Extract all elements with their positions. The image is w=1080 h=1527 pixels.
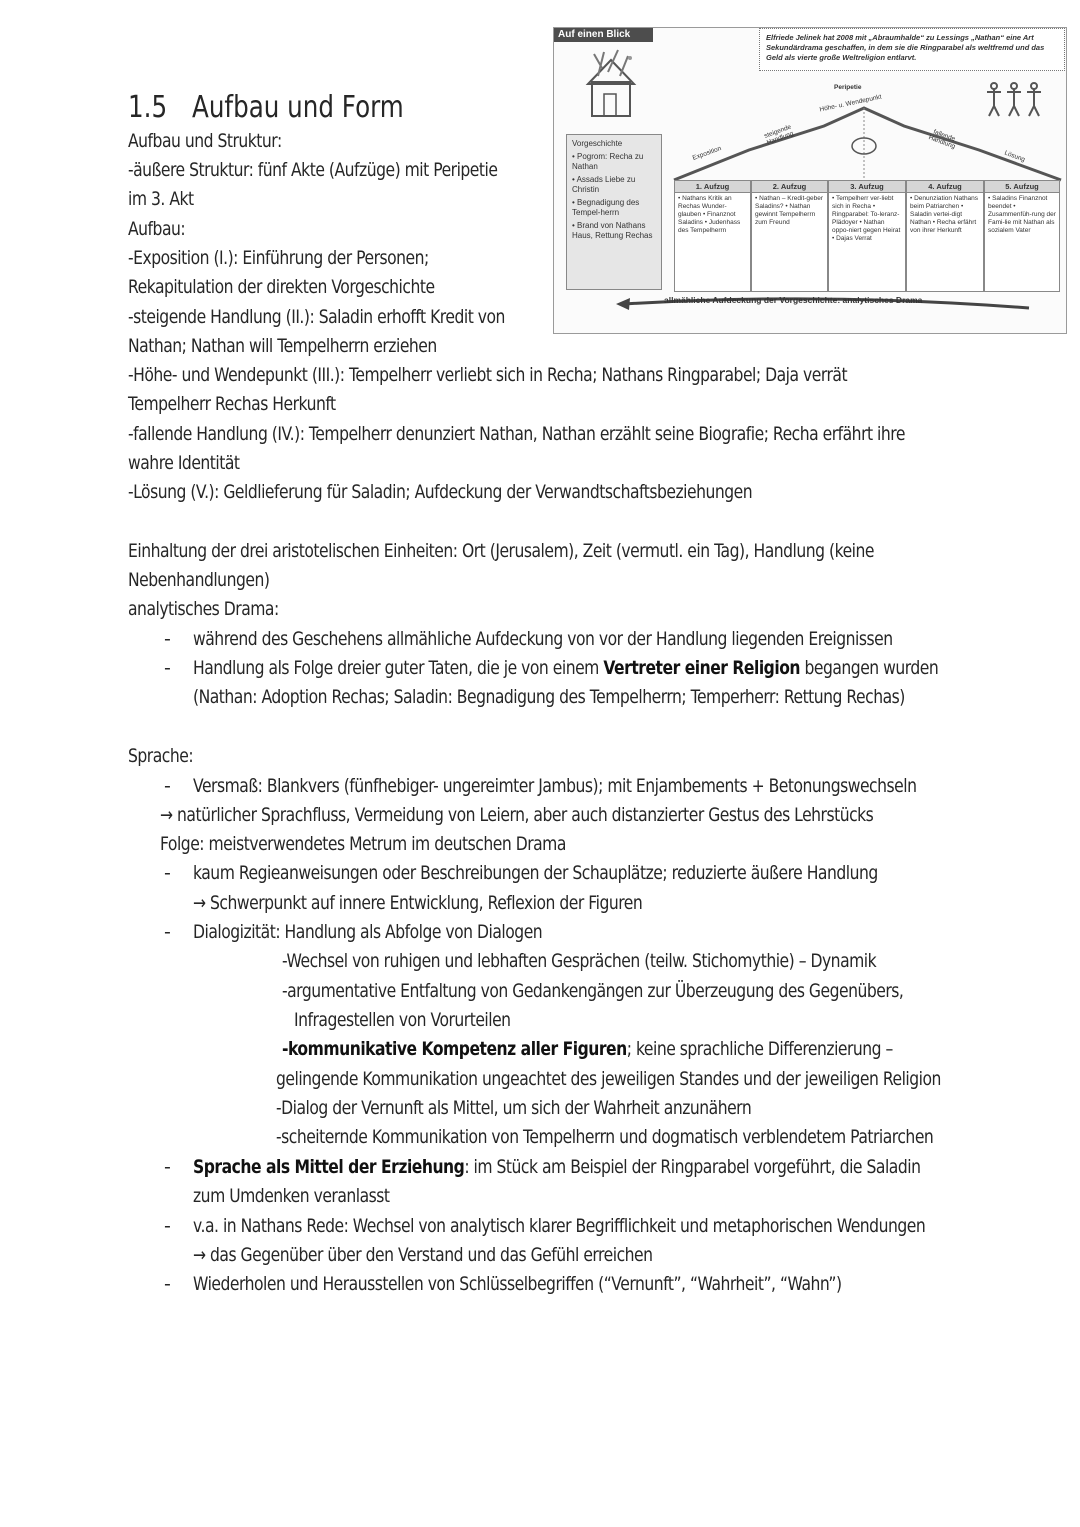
act-text: • Nathan – Kredit-geber Saladins? • Nathan gewinnt Tempelherrn zum Freund bbox=[755, 195, 824, 226]
loesung-line: -Lösung (V.): Geldlieferung für Saladin; Aufdeckung der Verwandtschaftsbeziehungen bbox=[128, 481, 753, 503]
act-title: 1. Aufzug bbox=[675, 181, 750, 193]
erziehung-line2: zum Umdenken veranlasst bbox=[193, 1185, 390, 1207]
hoehe-line1: -Höhe- und Wendepunkt (III.): Tempelherr verliebt sich in Recha; Nathans Ringparabel; Daja verrät bbox=[128, 364, 848, 386]
vers-line1: Versmaß: Blankvers (fünfhebiger- ungereimter Jambus); mit Enjambements + Betonungswechseln bbox=[193, 775, 917, 797]
vorgeschichte-box bbox=[566, 134, 662, 290]
vers-line2: → natürlicher Sprachfluss, Vermeidung von Leiern, aber auch distanzierter Gestus des Lehrstücks bbox=[160, 804, 874, 826]
vorgeschichte-title: Vorgeschichte bbox=[572, 139, 623, 148]
house-illustration bbox=[568, 46, 652, 122]
label-steigende: steigende Handlung bbox=[763, 123, 795, 147]
aeussere-line1: -äußere Struktur: fünf Akte (Aufzüge) mit Peripetie bbox=[128, 159, 498, 181]
analytisch-bullet2-line2: (Nathan: Adoption Rechas; Saladin: Begnadigung des Tempelherrn; Temperherr: Rettung Rechas) bbox=[193, 686, 905, 708]
bullet2-post: begangen wurden bbox=[800, 657, 939, 679]
einheiten-line1: Einhaltung der drei aristotelischen Einheiten: Ort (Jerusalem), Zeit (vermutl. ein Tag), Handlung (keine bbox=[128, 540, 874, 562]
sprache-label: Sprache: bbox=[128, 745, 194, 767]
label-fallende: fallende Handlung bbox=[927, 128, 957, 151]
figure-header: Auf einen Blick bbox=[554, 28, 653, 42]
vorgeschichte-item: • Begnadigung des Tempel-herrn bbox=[572, 198, 640, 217]
nathan-line1: v.a. in Nathans Rede: Wechsel von analytisch klarer Begrifflichkeit und metaphorischen Wendungen bbox=[193, 1215, 926, 1237]
label-hoehe: Höhe- u. Wendepunkt bbox=[818, 93, 883, 114]
dash: - bbox=[164, 628, 171, 650]
aeussere-line2: im 3. Akt bbox=[128, 188, 194, 210]
section-number: 1.5 bbox=[128, 90, 168, 125]
fallende-line2: wahre Identität bbox=[128, 452, 240, 474]
figure-footer: allmähliche Aufdeckung der Vorgeschichte: analytisches Drama bbox=[664, 295, 923, 305]
dialog-d3 bbox=[282, 1038, 893, 1060]
vorgeschichte-item: • Pogrom: Recha zu Nathan bbox=[572, 152, 644, 171]
d3-rest: ; keine sprachliche Differenzierung – bbox=[626, 1038, 893, 1060]
dash: - bbox=[164, 862, 171, 884]
erziehung-line1 bbox=[193, 1156, 920, 1178]
figure-quote: Elfriede Jelinek hat 2008 mit „Abraumhalde“ zu Lessings „Nathan“ eine Art Sekundärdrama geschaffen, in dem sie die Ringparabel als weltfremd und das Geld als vierte große Weltreligion entlarvt. bbox=[759, 28, 1065, 71]
steigende-line2: Nathan; Nathan will Tempelherrn erziehen bbox=[128, 335, 437, 357]
bullet2-bold: Vertreter einer Religion bbox=[603, 657, 801, 679]
exposition-line2: Rekapitulation der direkten Vorgeschichte bbox=[128, 276, 435, 298]
dash: - bbox=[164, 921, 171, 943]
regie-line2: → Schwerpunkt auf innere Entwicklung, Reflexion der Figuren bbox=[193, 892, 643, 914]
act-title: 2. Aufzug bbox=[752, 181, 827, 193]
vorgeschichte-item: • Assads Liebe zu Christin bbox=[572, 175, 636, 194]
act-text: • Tempelherr ver-liebt sich in Recha • Ringparabel: To-leranz-Plädoyer • Nathan oppo-niert gegen Heirat • Dajas Verrat bbox=[832, 195, 901, 242]
act-3 bbox=[828, 180, 906, 292]
label-exposition: Exposition bbox=[691, 145, 723, 162]
dialog-d2-line2: Infragestellen von Vorurteilen bbox=[294, 1009, 511, 1031]
dash: - bbox=[164, 1215, 171, 1237]
erziehung-rest: : im Stück am Beispiel der Ringparabel vorgeführt, die Saladin bbox=[464, 1156, 921, 1178]
label-loesung: Lösung bbox=[1003, 149, 1026, 164]
act-title: 4. Aufzug bbox=[907, 181, 983, 193]
wiederholen-line: Wiederholen und Herausstellen von Schlüsselbegriffen (“Vernunft”, “Wahrheit”, “Wahn”) bbox=[193, 1273, 842, 1295]
steigende-line1: -steigende Handlung (II.): Saladin erhofft Kredit von bbox=[128, 306, 505, 328]
folge-line: Folge: meistverwendetes Metrum im deutschen Drama bbox=[160, 833, 566, 855]
act-text: • Nathans Kritik an Rechas Wunder-glauben • Finanznot Saladins • Judenhass des Tempelherrn bbox=[678, 195, 741, 234]
dialog-d2-line1: -argumentative Entfaltung von Gedankengängen zur Überzeugung des Gegenübers, bbox=[282, 980, 904, 1002]
dash: - bbox=[164, 1273, 171, 1295]
analytisch-label: analytisches Drama: bbox=[128, 598, 279, 620]
act-1 bbox=[674, 180, 751, 292]
dramatic-arc bbox=[669, 78, 1064, 183]
einheiten-line2: Nebenhandlungen) bbox=[128, 569, 270, 591]
dialog-d5: -scheiternde Kommunikation von Tempelherrn und dogmatisch verblendetem Patriarchen bbox=[276, 1126, 934, 1148]
dialog-d4: -Dialog der Vernunft als Mittel, um sich der Wahrheit anzunähern bbox=[276, 1097, 752, 1119]
dialog-d3-line2: gelingende Kommunikation ungeachtet des jeweiligen Standes und der jeweiligen Religion bbox=[276, 1068, 941, 1090]
dash: - bbox=[164, 657, 171, 679]
struktur-label: Aufbau und Struktur: bbox=[128, 130, 282, 152]
page-title: Aufbau und Form bbox=[192, 90, 404, 125]
d3-bold: -kommunikative Kompetenz aller Figuren bbox=[282, 1038, 627, 1060]
act-5 bbox=[984, 180, 1060, 292]
bullet2-pre: Handlung als Folge dreier guter Taten, die je von einem bbox=[193, 657, 604, 679]
erziehung-bold: Sprache als Mittel der Erziehung bbox=[193, 1156, 465, 1178]
act-text: • Saladins Finanznot beendet • Zusammenfüh-rung der Fami-lie mit Nathan als sozialem Vater bbox=[988, 195, 1056, 234]
act-title: 5. Aufzug bbox=[985, 181, 1059, 193]
act-4 bbox=[906, 180, 984, 292]
label-peripetie: Peripetie bbox=[834, 84, 862, 91]
dialog-d1: -Wechsel von ruhigen und lebhaften Gesprächen (teilw. Stichomythie) – Dynamik bbox=[282, 950, 877, 972]
aufbau-label: Aufbau: bbox=[128, 218, 186, 240]
nathan-line2: → das Gegenüber über den Verstand und das Gefühl erreichen bbox=[193, 1244, 653, 1266]
vorgeschichte-item: • Brand von Nathans Haus, Rettung Rechas bbox=[572, 221, 653, 240]
act-title: 3. Aufzug bbox=[829, 181, 905, 193]
dash: - bbox=[164, 1156, 171, 1178]
analytisch-bullet1: während des Geschehens allmähliche Aufdeckung von vor der Handlung liegenden Ereignissen bbox=[193, 628, 893, 650]
analytisch-bullet2 bbox=[193, 657, 938, 679]
act-text: • Denunziation Nathans beim Patriarchen • Saladin vertei-digt Nathan • Recha erfährt von ihrer Herkunft bbox=[910, 195, 979, 234]
dialog-label: Dialogizität: Handlung als Abfolge von Dialogen bbox=[193, 921, 543, 943]
act-2 bbox=[751, 180, 828, 292]
dash: - bbox=[164, 775, 171, 797]
fallende-line1: -fallende Handlung (IV.): Tempelherr denunziert Nathan, Nathan erzählt seine Biografie; Recha erfährt ihre bbox=[128, 423, 905, 445]
regie-line1: kaum Regieanweisungen oder Beschreibungen der Schauplätze; reduzierte äußere Handlung bbox=[193, 862, 878, 884]
exposition-line1: -Exposition (I.): Einführung der Personen; bbox=[128, 247, 429, 269]
structure-figure bbox=[553, 27, 1067, 334]
hoehe-line2: Tempelherr Rechas Herkunft bbox=[128, 393, 336, 415]
